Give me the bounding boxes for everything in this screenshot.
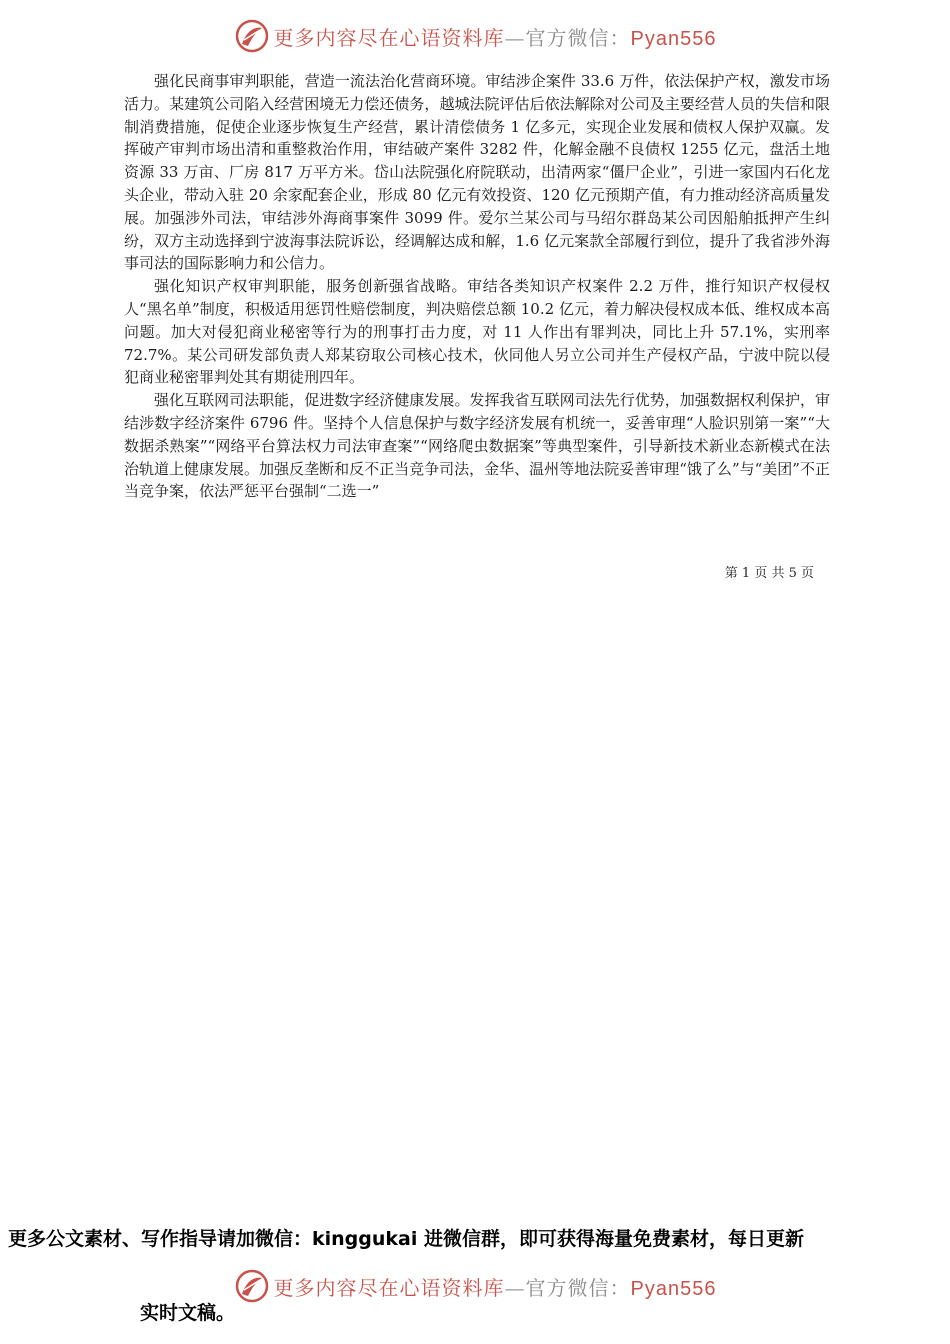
brand-logo-icon bbox=[234, 18, 270, 54]
watermark-text bbox=[274, 1272, 717, 1301]
watermark-text bbox=[274, 22, 717, 51]
document-body bbox=[124, 70, 830, 503]
watermark-wechat-id: Pyan556 bbox=[630, 27, 717, 50]
watermark-dash: — bbox=[504, 25, 526, 50]
watermark-official: 官方微信： bbox=[525, 25, 631, 50]
watermark-brand: 更多内容尽在心语资料库 bbox=[273, 25, 505, 50]
watermark-dash: — bbox=[504, 1275, 526, 1300]
watermark-wechat-id: Pyan556 bbox=[630, 1277, 717, 1300]
promo-line-1: 更多公文素材、写作指导请加微信：kinggukai 进微信群，即可获得海量免费素材，每日更新 bbox=[8, 1228, 804, 1250]
watermark-official: 官方微信： bbox=[525, 1275, 631, 1300]
brand-logo-icon bbox=[234, 1268, 270, 1304]
paragraph-commercial: 强化民商事审判职能，营造一流法治化营商环境。审结涉企案件 33.6 万件，依法保护产权，激发市场活力。某建筑公司陷入经营困境无力偿还债务，越城法院评估后依法解除对公司及主要经营人员的失信和限制消费措施，促使企业逐步恢复生产经营，累计清偿债务 1 亿多元，实现企业发展和债权人保护双赢。发挥破产审判市场出清和重整救治作用，审结破产案件 3282 件，化解金融不良债权 1255 亿元，盘活土地资源 33 万亩、厂房 817 万平方米。岱山法院强化府院联动，出清两家“僵尸企业”，引进一家国内石化龙头企业，带动入驻 20 余家配套企业，形成 80 亿元有效投资、120 亿元预期产值，有力推动经济高质量发展。加强涉外司法，审结涉外海商事案件 3099 件。爱尔兰某公司与马绍尔群岛某公司因船舶抵押产生纠纷，双方主动选择到宁波海事法院诉讼，经调解达成和解，1.6 亿元案款全部履行到位，提升了我省涉外海事司法的国际影响力和公信力。 bbox=[124, 72, 830, 273]
paragraph-ip: 强化知识产权审判职能，服务创新强省战略。审结各类知识产权案件 2.2 万件，推行知识产权侵权人“黑名单”制度，积极适用惩罚性赔偿制度，判决赔偿总额 10.2 亿元，着力解决侵权成本低、维权成本高问题。加大对侵犯商业秘密等行为的刑事打击力度，对 11 人作出有罪判决，同比上升 57.1%，实刑率 72.7%。某公司研发部负责人郑某窃取公司核心技术，伙同他人另立公司并生产侵权产品，宁波中院以侵犯商业秘密罪判处其有期徒刑四年。 bbox=[124, 277, 830, 387]
page-number: 第 1 页 共 5 页 bbox=[724, 566, 814, 581]
header-watermark bbox=[0, 16, 950, 56]
paragraph-internet: 强化互联网司法职能，促进数字经济健康发展。发挥我省互联网司法先行优势，加强数据权利保护，审结涉数字经济案件 6796 件。坚持个人信息保护与数字经济发展有机统一，妥善审理“人脸识别第一案”“大数据杀熟案”“网络平台算法权力司法审查案”“网络爬虫数据案”等典型案件，引导新技术新业态新模式在法治轨道上健康发展。加强反垄断和反不正当竞争司法，金华、温州等地法院妥善审理“饿了么”与“美团”不正当竞争案，依法严惩平台强制“二选一” bbox=[124, 391, 830, 501]
watermark-brand: 更多内容尽在心语资料库 bbox=[273, 1275, 505, 1300]
promo-line-2: 实时文稿。 bbox=[140, 1302, 236, 1324]
